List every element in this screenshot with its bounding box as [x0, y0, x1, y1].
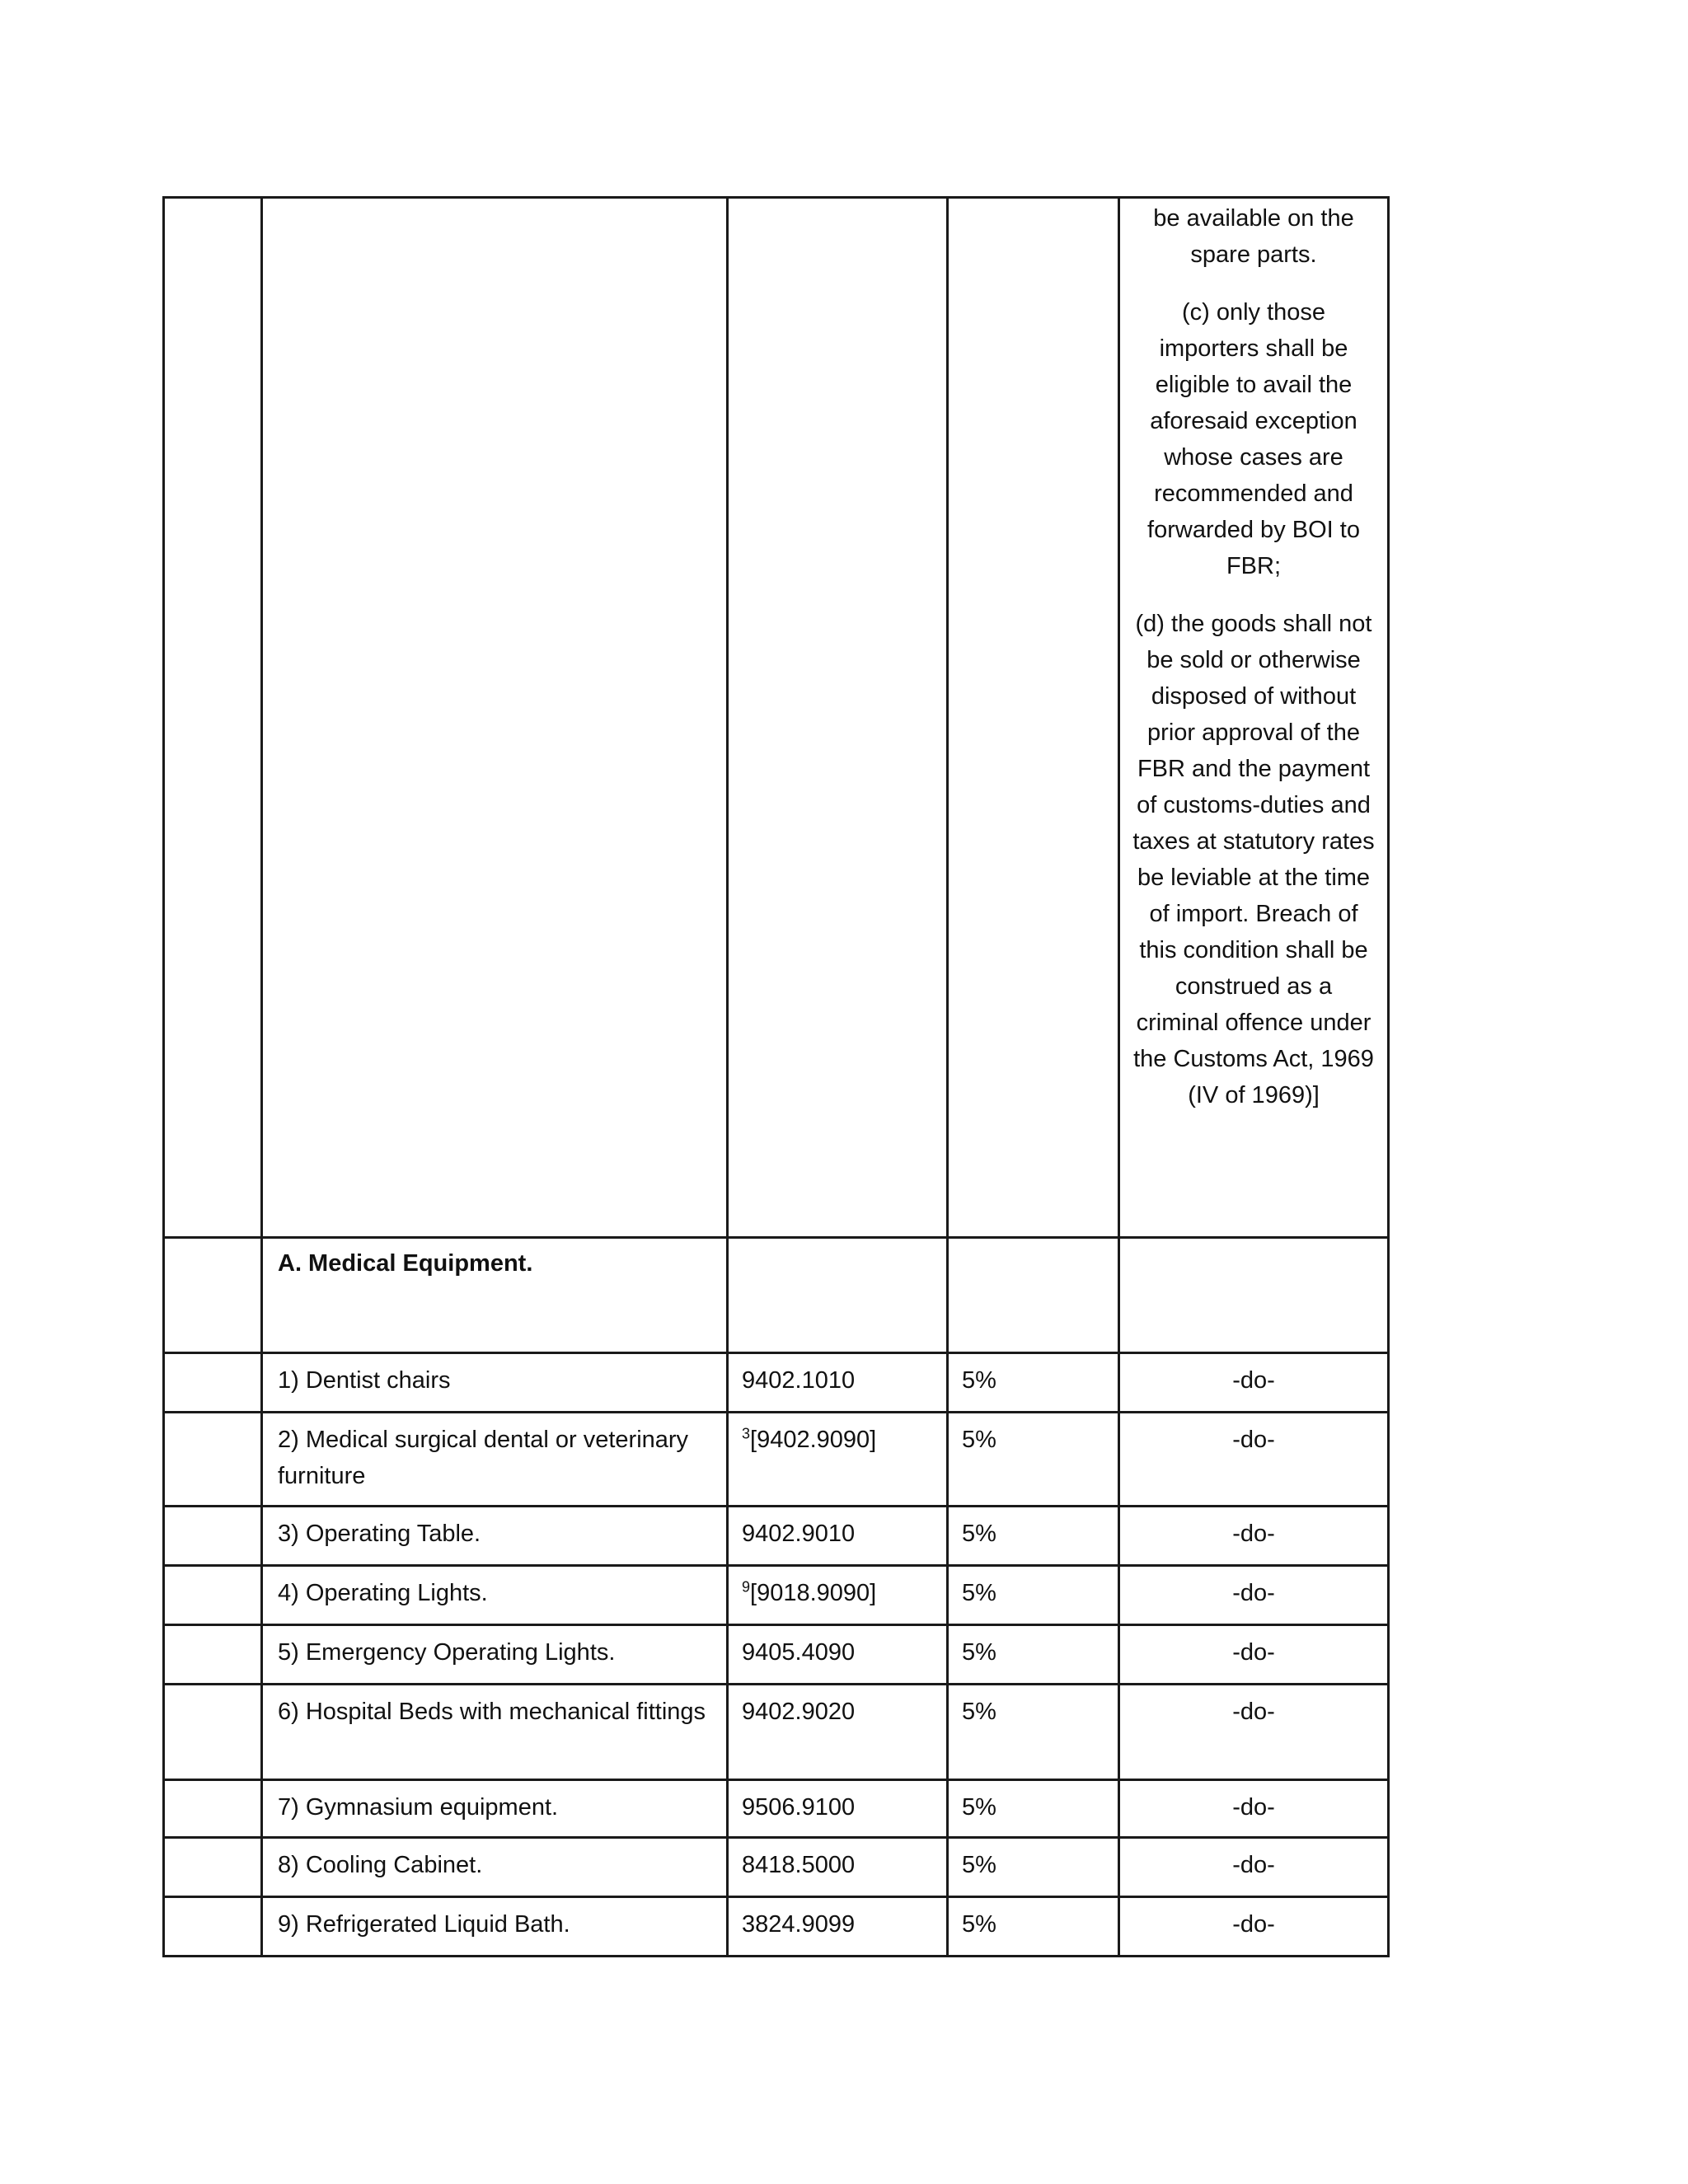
description-cell [262, 1685, 728, 1780]
duty-rate: 5% [962, 1699, 996, 1725]
table-row [164, 1507, 1389, 1566]
hs-code-cell [728, 1413, 948, 1507]
hs-code-cell [728, 1625, 948, 1685]
table-row [164, 1838, 1389, 1897]
table-row [164, 1413, 1389, 1507]
table-row [164, 1780, 1389, 1838]
condition-ditto: -do- [1232, 1699, 1275, 1725]
description-cell [262, 1507, 728, 1566]
hs-code-cell [728, 1507, 948, 1566]
hs-code-cell [728, 1685, 948, 1780]
hs-code [729, 1685, 946, 1730]
condition-ditto: -do- [1232, 1911, 1275, 1938]
condition-cell [1119, 1413, 1389, 1507]
description-cell [262, 1566, 728, 1625]
tariff-table [162, 196, 1390, 1957]
rate-cell [948, 1238, 1119, 1353]
condition-cell [1119, 1238, 1389, 1353]
condition-cell [1119, 1838, 1389, 1897]
serial-cell [164, 1413, 262, 1507]
condition-cell [1119, 1897, 1389, 1957]
description-cell [262, 1238, 728, 1353]
condition-text-b: be available on the spare parts. [1153, 205, 1354, 268]
serial-cell [164, 1685, 262, 1780]
condition-ditto: -do- [1232, 1639, 1275, 1666]
hs-code-cell [728, 1238, 948, 1353]
hs-code-cell [728, 1838, 948, 1897]
description-cell [262, 1413, 728, 1507]
item-description: 5) Emergency Operating Lights. [278, 1639, 616, 1666]
serial-cell [164, 1780, 262, 1838]
rate-cell [948, 1780, 1119, 1838]
item-description: 2) Medical surgical dental or veterinary furniture [278, 1427, 689, 1489]
item-description: 4) Operating Lights. [278, 1580, 488, 1606]
item-description: 9) Refrigerated Liquid Bath. [278, 1911, 570, 1938]
hs-code [729, 1567, 946, 1611]
condition-cell [1119, 198, 1389, 1238]
description-cell [262, 1780, 728, 1838]
condition-ditto: -do- [1232, 1427, 1275, 1453]
condition-ditto: -do- [1232, 1794, 1275, 1821]
hs-code-value: 9402.9010 [742, 1521, 856, 1547]
hs-code-value: [9018.9090] [750, 1580, 877, 1606]
condition-cell [1119, 1566, 1389, 1625]
condition-ditto: -do- [1232, 1580, 1275, 1606]
serial-cell [164, 1897, 262, 1957]
duty-rate: 5% [962, 1639, 996, 1666]
rate-cell [948, 1566, 1119, 1625]
serial-cell [164, 1566, 262, 1625]
condition-cell [1119, 1353, 1389, 1413]
rate-cell [948, 1413, 1119, 1507]
hs-code-cell [728, 1897, 948, 1957]
condition-cell [1119, 1780, 1389, 1838]
hs-code-value: 8418.5000 [742, 1852, 856, 1878]
serial-cell [164, 1838, 262, 1897]
condition-ditto: -do- [1232, 1367, 1275, 1394]
table-row [164, 1685, 1389, 1780]
condition-text-c: (c) only those importers shall be eligible to avail the aforesaid exception whose cases are recommended and forwarded by BOI to FBR; [1147, 299, 1360, 579]
table-row-section-heading [164, 1238, 1389, 1353]
condition-cell [1119, 1685, 1389, 1780]
hs-code [729, 1839, 946, 1883]
rate-cell [948, 1507, 1119, 1566]
item-description: 8) Cooling Cabinet. [278, 1852, 483, 1878]
hs-code-value: 3824.9099 [742, 1911, 856, 1938]
footnote-marker: 3 [742, 1425, 751, 1442]
table-row [164, 1625, 1389, 1685]
duty-rate: 5% [962, 1367, 996, 1394]
rate-cell [948, 1897, 1119, 1957]
footnote-marker: 9 [742, 1578, 751, 1596]
rate-cell [948, 198, 1119, 1238]
hs-code [729, 1507, 946, 1552]
hs-code-cell [728, 1566, 948, 1625]
hs-code-cell [728, 1780, 948, 1838]
serial-cell [164, 1238, 262, 1353]
hs-code [729, 1626, 946, 1671]
duty-rate: 5% [962, 1521, 996, 1547]
item-description: 3) Operating Table. [278, 1521, 481, 1547]
condition-cell [1119, 1507, 1389, 1566]
item-description: 6) Hospital Beds with mechanical fittings [278, 1699, 706, 1725]
item-description: 1) Dentist chairs [278, 1367, 451, 1394]
table-row [164, 1566, 1389, 1625]
table-row-conditions [164, 198, 1389, 1238]
hs-code-value: 9402.1010 [742, 1367, 856, 1394]
rate-cell [948, 1625, 1119, 1685]
description-cell [262, 198, 728, 1238]
condition-ditto: -do- [1232, 1521, 1275, 1547]
item-description: 7) Gymnasium equipment. [278, 1794, 559, 1821]
serial-cell [164, 1625, 262, 1685]
section-heading: A. Medical Equipment. [278, 1250, 533, 1277]
description-cell [262, 1353, 728, 1413]
description-cell [262, 1625, 728, 1685]
condition-cell [1119, 1625, 1389, 1685]
serial-cell [164, 1507, 262, 1566]
hs-code [729, 1413, 946, 1458]
rate-cell [948, 1838, 1119, 1897]
hs-code-value: 9405.4090 [742, 1639, 856, 1666]
hs-code [729, 1354, 946, 1399]
hs-code-value: [9402.9090] [750, 1427, 877, 1453]
hs-code [729, 1898, 946, 1943]
duty-rate: 5% [962, 1794, 996, 1821]
hs-code-cell [728, 1353, 948, 1413]
table-row [164, 1897, 1389, 1957]
hs-code-value: 9402.9020 [742, 1699, 856, 1725]
duty-rate: 5% [962, 1852, 996, 1878]
condition-ditto: -do- [1232, 1852, 1275, 1878]
serial-cell [164, 198, 262, 1238]
rate-cell [948, 1685, 1119, 1780]
hs-code [729, 1781, 946, 1825]
hs-code-value: 9506.9100 [742, 1794, 856, 1821]
serial-cell [164, 1353, 262, 1413]
table-row [164, 1353, 1389, 1413]
duty-rate: 5% [962, 1580, 996, 1606]
duty-rate: 5% [962, 1427, 996, 1453]
rate-cell [948, 1353, 1119, 1413]
description-cell [262, 1897, 728, 1957]
description-cell [262, 1838, 728, 1897]
condition-text-d: (d) the goods shall not be sold or otherwise disposed of without prior approval of the FBR and the payment of customs-duties and taxes at statutory rates be leviable at the time of import. Breach of this condition shall be construed as a criminal offence under the Customs Act, 1969 (IV of 1969)] [1132, 611, 1375, 1108]
hs-code-cell [728, 198, 948, 1238]
duty-rate: 5% [962, 1911, 996, 1938]
